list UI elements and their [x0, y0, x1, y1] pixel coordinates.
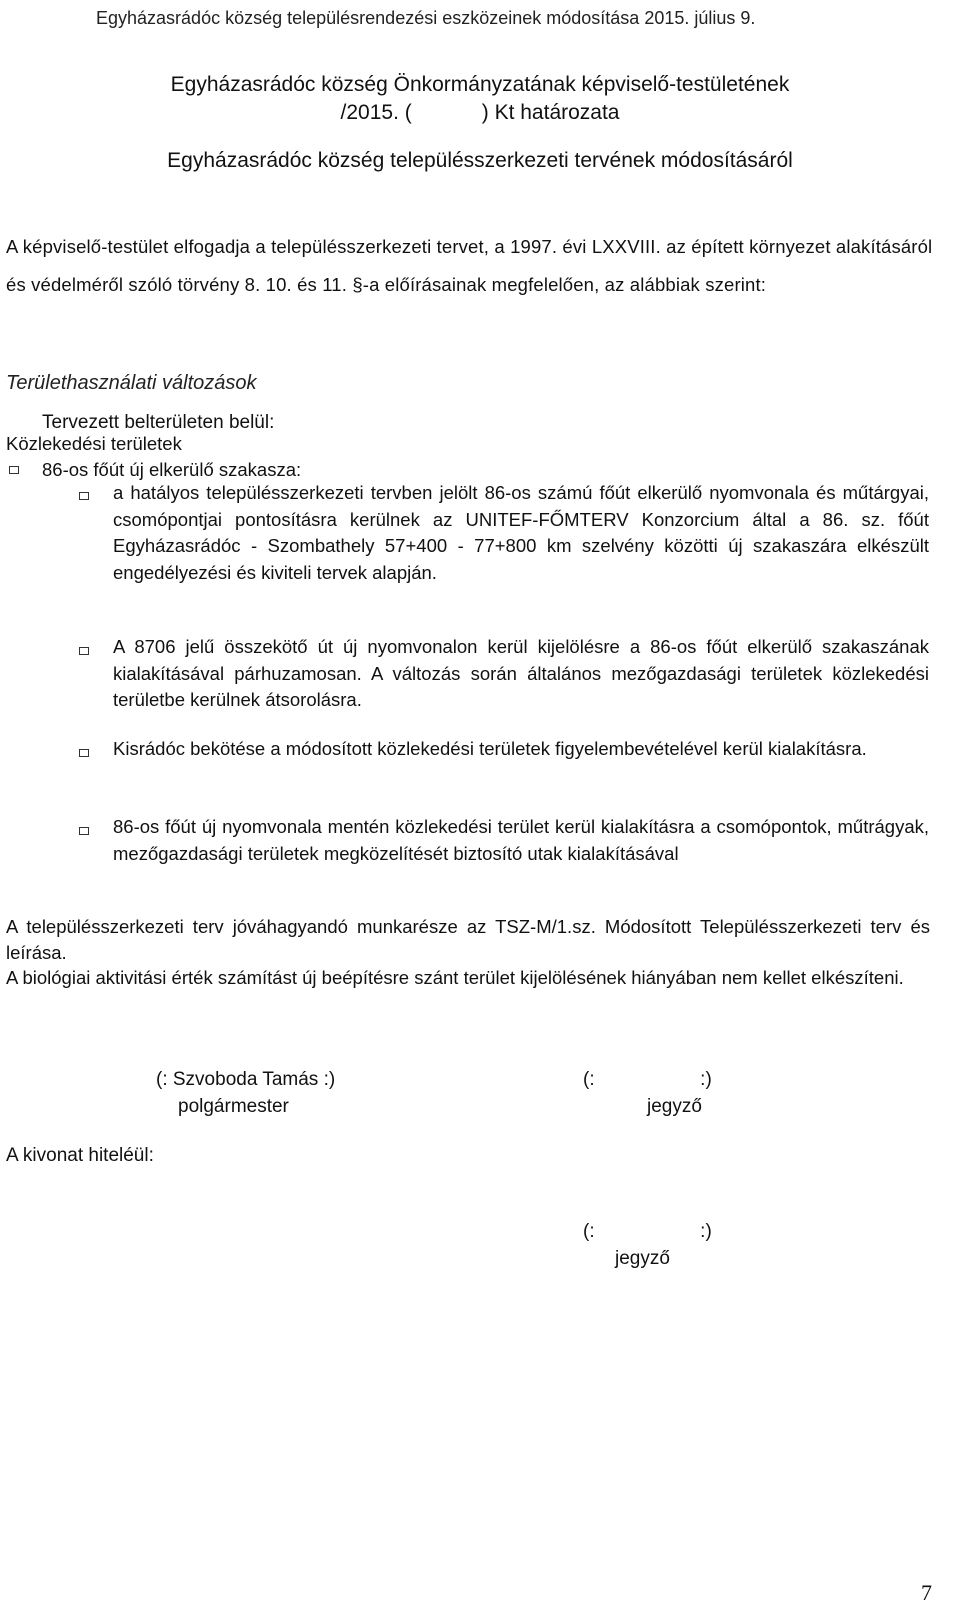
category-heading: Közlekedési területek: [6, 433, 182, 454]
list-item-2: A 8706 jelű összekötő út új nyomvonalon kerül kijelölésre a 86-os főút elkerülő szakaszának kialakításával párhuzamosan. A változás során általános mezőgazdasági területek közlekedési területbe kerülnek átsorolásra.: [113, 636, 929, 710]
bullet-marker-icon: [79, 749, 89, 757]
section-title: Területhasználati változások: [6, 372, 257, 394]
notary-signature: (: :): [583, 1069, 712, 1090]
page-header: Egyházasrádóc község településrendezési eszközeinek módosítása 2015. július 9.: [96, 8, 756, 28]
closing-paragraph-1: A településszerkezeti terv jóváhagyandó munkarésze az TSZ-M/1.sz. Módosított Településszerkezeti terv és leírása.: [6, 916, 930, 963]
bullet-marker-icon: [79, 647, 89, 655]
mayor-signature: (: Szvoboda Tamás :): [156, 1069, 336, 1090]
resolution-title: [0, 71, 960, 127]
intro-paragraph: A képviselő-testület elfogadja a településszerkezeti tervet, a 1997. évi LXXVIII. az épített környezet alakításáról és védelméről szóló törvény 8. 10. és 11. §-a előírásainak megfelelően, az alábbiak szerint:: [6, 236, 933, 295]
list-item-4: 86-os főút új nyomvonala mentén közlekedési terület kerül kialakításra a csomópontok, műtrágyak, mezőgazdasági területek megközelítését biztosító utak kialakításával: [113, 816, 929, 864]
notary2-signature: (: :): [583, 1221, 712, 1242]
bullet-marker-icon: [79, 492, 89, 500]
main-item: 86-os főút új elkerülő szakasza:: [42, 459, 302, 480]
bullet-marker-icon: [79, 827, 89, 835]
list-item-3: Kisrádóc bekötése a módosított közlekedési területek figyelembevételével kerül kialakításra.: [113, 738, 867, 759]
extract-label: A kivonat hiteléül:: [6, 1145, 154, 1166]
title-line-2: /2015. ( ) Kt határozata: [340, 101, 620, 124]
closing-paragraph-2: A biológiai aktivitási érték számítást új beépítésre szánt terület kijelölésének hiányában nem kellet elkészíteni.: [6, 967, 904, 988]
list-item-1: a hatályos településszerkezeti tervben jelölt 86-os számú főút elkerülő nyomvonala és műtárgyai, csomópontjai pontosításra kerülnek az UNITEF-FŐMTERV Konzorcium által a 86. sz. főút Egyházasrádóc - Szombathely 57+400 - 77+800 km szelvény közötti új szakaszára elkészült engedélyezési és kiviteli tervek alapján.: [113, 482, 929, 583]
page-number: 7: [921, 1580, 932, 1605]
mayor-title: polgármester: [178, 1096, 289, 1117]
notary2-title: jegyző: [615, 1248, 670, 1269]
resolution-subject: Egyházasrádóc község településszerkezeti tervének módosításáról: [167, 149, 793, 172]
bullet-marker-icon: [9, 466, 19, 474]
notary-title: jegyző: [647, 1096, 702, 1117]
title-line-1: Egyházasrádóc község Önkormányzatának képviselő-testületének: [170, 73, 790, 96]
subsection-title: Tervezett belterületen belül:: [42, 412, 275, 433]
